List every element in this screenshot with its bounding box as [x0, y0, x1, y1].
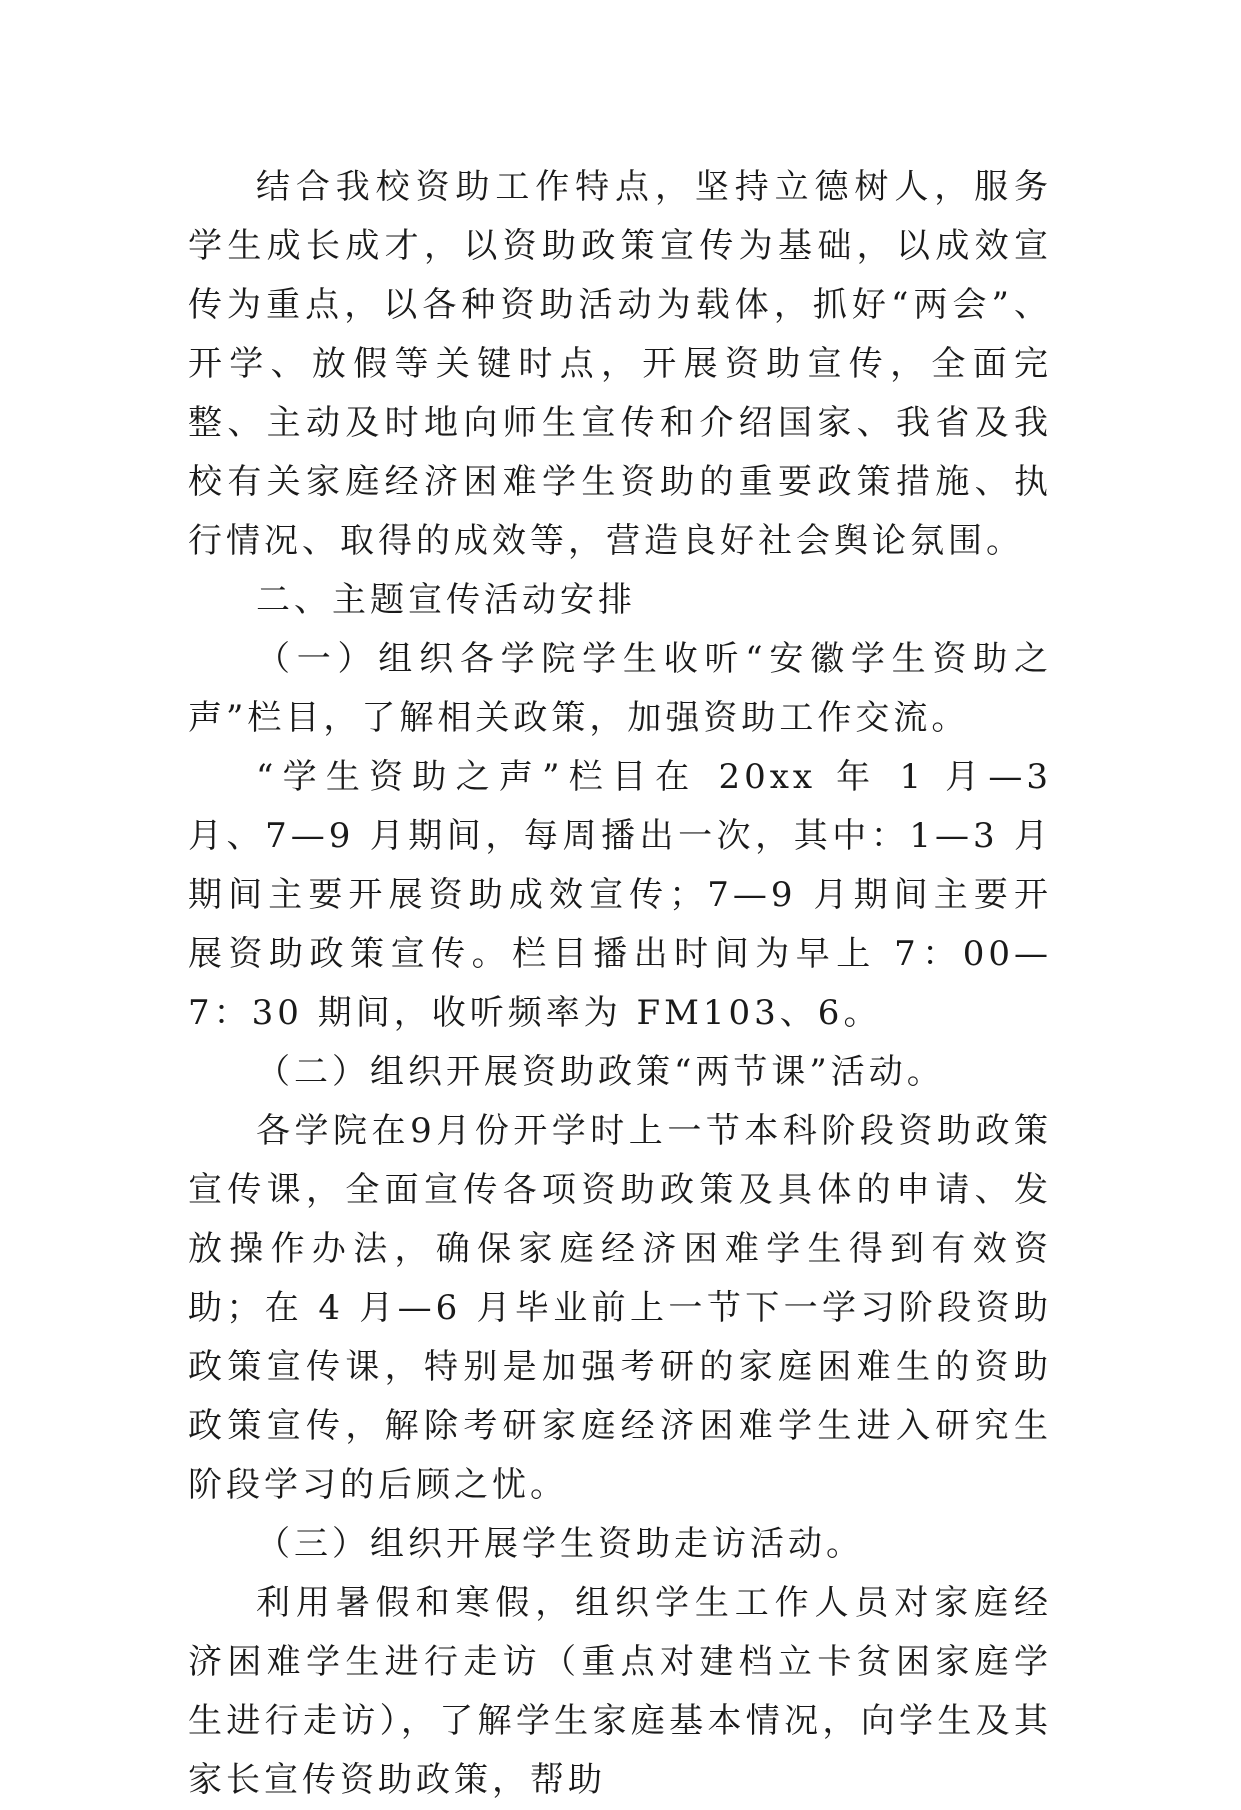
paragraph-intro: 结合我校资助工作特点，坚持立德树人，服务学生成长成才，以资助政策宣传为基础，以成效宣传为重点，以各种资助活动为载体，抓好“两会”、开学、放假等关键时点，开展资助宣传，全面完整、主动及时地向师生宣传和介绍国家、我省及我校有关家庭经济困难学生资助的重要政策措施、执行情况、取得的成效等，营造良好社会舆论氛围。	[188, 167, 1052, 561]
paragraph-two-lessons: 各学院在9月份开学时上一节本科阶段资助政策宣传课，全面宣传各项资助政策及具体的申请、发放操作办法，确保家庭经济困难学生得到有效资助；在 4 月—6 月毕业前上一节下一学习阶段资助政策宣传课，特别是加强考研的家庭困难生的资助政策宣传，解除考研家庭经济困难学生进入研究生阶段学习的后顾之忧。	[188, 1111, 1052, 1505]
subsection-heading-3: （三）组织开展学生资助走访活动。	[256, 1524, 864, 1564]
subsection-heading-1: （一）组织各学院学生收听“安徽学生资助之声”栏目，了解相关政策，加强资助工作交流。	[188, 639, 1052, 738]
document-body	[188, 158, 1052, 1810]
section-heading-activity-arrangement: 二、主题宣传活动安排	[256, 580, 636, 620]
paragraph-home-visits: 利用暑假和寒假，组织学生工作人员对家庭经济困难学生进行走访（重点对建档立卡贫困家庭学生进行走访），了解学生家庭基本情况，向学生及其家长宣传资助政策，帮助	[188, 1583, 1052, 1800]
subsection-heading-2: （二）组织开展资助政策“两节课”活动。	[256, 1052, 945, 1092]
paragraph-radio-program: “学生资助之声”栏目在 20xx 年 1 月—3 月、7—9 月期间，每周播出一次，其中：1—3 月期间主要开展资助成效宣传；7—9 月期间主要开展资助政策宣传。栏目播出时间为早上 7：00—7：30 期间，收听频率为 FM103、6。	[188, 757, 1052, 1033]
